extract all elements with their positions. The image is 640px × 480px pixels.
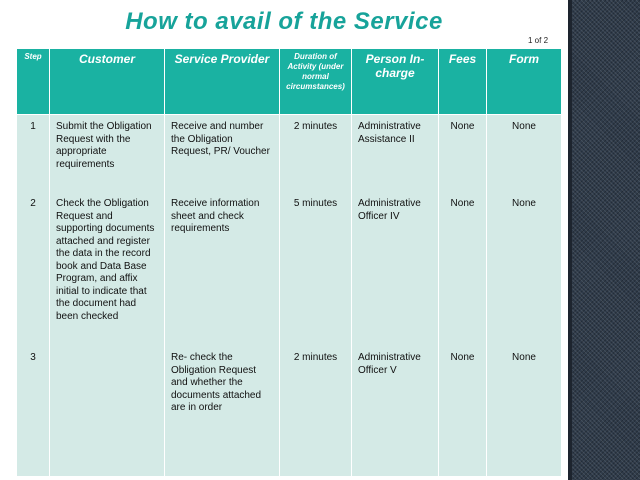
header-person-in-charge: Person In-charge [352, 49, 439, 115]
cell-step: 2 [17, 192, 50, 346]
cell-duration: 5 minutes [280, 192, 352, 346]
cell-customer: Submit the Obligation Request with the appropriate requirements [50, 115, 165, 193]
page-indicator: 1 of 2 [528, 36, 549, 45]
table-header-row [17, 49, 562, 115]
table-row [17, 115, 562, 193]
cell-form: None [487, 115, 562, 193]
cell-fees: None [439, 346, 487, 476]
cell-form: None [487, 192, 562, 346]
header-duration: Duration of Activity (under normal circumstances) [280, 49, 352, 115]
cell-step: 3 [17, 346, 50, 476]
cell-person-in-charge: Administrative Assistance II [352, 115, 439, 193]
header-form: Form [487, 49, 562, 115]
table-row [17, 346, 562, 476]
side-pattern-panel [568, 0, 640, 480]
table-row [17, 192, 562, 346]
cell-service-provider: Re- check the Obligation Request and whether the documents attached are in order [165, 346, 280, 476]
cell-fees: None [439, 192, 487, 346]
cell-service-provider: Receive and number the Obligation Request, PR/ Voucher [165, 115, 280, 193]
header-step: Step [17, 49, 50, 115]
side-panel-edge [568, 0, 572, 480]
header-fees: Fees [439, 49, 487, 115]
cell-fees: None [439, 115, 487, 193]
slide-title: How to avail of the Service [125, 8, 443, 35]
cell-person-in-charge: Administrative Officer V [352, 346, 439, 476]
cell-duration: 2 minutes [280, 346, 352, 476]
cell-form: None [487, 346, 562, 476]
header-customer: Customer [50, 49, 165, 115]
cell-step: 1 [17, 115, 50, 193]
cell-person-in-charge: Administrative Officer IV [352, 192, 439, 346]
cell-duration: 2 minutes [280, 115, 352, 193]
cell-customer [50, 346, 165, 476]
service-table [16, 48, 562, 476]
cell-customer: Check the Obligation Request and supporting documents attached and register the data in the record book and Data Base Program, and affix initial to indicate that the document had been checked [50, 192, 165, 346]
cell-service-provider: Receive information sheet and check requirements [165, 192, 280, 346]
header-service-provider: Service Provider [165, 49, 280, 115]
